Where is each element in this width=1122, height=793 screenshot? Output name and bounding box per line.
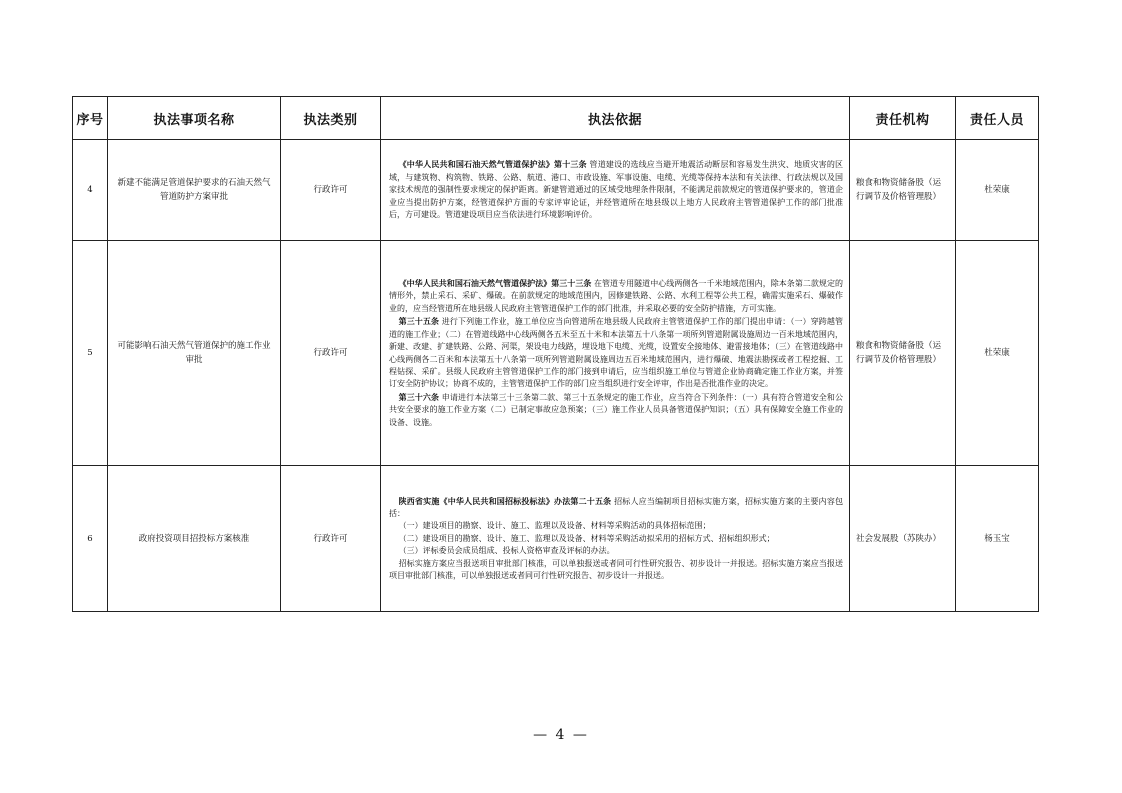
basis-paragraph xyxy=(389,277,843,315)
row-item-name: 新建不能满足管道保护要求的石油天然气管道防护方案审批 xyxy=(108,140,281,241)
row-basis xyxy=(381,241,850,466)
basis-paragraph xyxy=(389,533,843,545)
law-article-text: 在管道专用隧道中心线两侧各一千米地域范围内，除本条第二款规定的情形外，禁止采石、采矿、爆破。在前款规定的地域范围内，因修建铁路、公路、水利工程等公共工程，确需实施采石、爆破作业的，应当经管道所在地县级人民政府主管管道保护工作的部门批准，并采取必要的安全防护措施，方可实施。 xyxy=(389,279,843,313)
row-org: 粮食和物资储备股（运行调节及价格管理股） xyxy=(850,140,956,241)
basis-paragraph xyxy=(389,495,843,521)
page-number: — 4 — xyxy=(533,727,589,743)
header-category: 执法类别 xyxy=(281,97,381,140)
enforcement-table xyxy=(72,96,1039,612)
row-category: 行政许可 xyxy=(281,241,381,466)
law-article-text: 申请进行本法第三十三条第二款、第三十五条规定的施工作业，应当符合下列条件：（一）具有符合管道安全和公共安全要求的施工作业方案（二）已制定事故应急预案；（三）施工作业人员具备管道保护知识；（五）具有保障安全施工作业的设备、设施。 xyxy=(389,392,844,427)
row-person: 杨玉宝 xyxy=(956,466,1039,612)
law-article-title: 陕西省实施《中华人民共和国招标投标法》办法第二十五条 xyxy=(398,495,612,506)
row-item-name: 可能影响石油天然气管道保护的施工作业审批 xyxy=(108,241,281,466)
basis-paragraph xyxy=(389,315,843,390)
law-article-text: 进行下列施工作业，施工单位应当向管道所在地县级人民政府主管管道保护工作的部门提出申请：（一）穿跨越管道的施工作业；（二）在管道线路中心线两侧各五米至五十米和本法第五十八条第一项所列管道附属设施周边一百米地域范围内，新建、改建、扩建铁路、公路、河渠，架设电力线路，埋设地下电缆、光缆，设置安全接地体、避雷接地体；（三）在管道线路中心线两侧各二百米和本法第五十八条第一项所列管道附属设施周边五百米地域范围内，进行爆破、地震法勘探或者工程挖掘、工程钻探、采矿。县级人民政府主管管道保护工作的部门接到申请后，应当组织施工单位与管道企业协商确定施工作业方案，并签订安全防护协议；协商不成的，主管管道保护工作的部门应当组织进行安全评审，作出是否批准作业的决定。 xyxy=(389,317,844,389)
law-article-text: （一）建设项目的勘察、设计、施工、监理以及设备、材料等采购活动的具体招标范围； xyxy=(398,521,711,531)
row-seq: 5 xyxy=(73,241,108,466)
table-row xyxy=(73,466,1039,612)
header-item-name: 执法事项名称 xyxy=(108,97,281,140)
row-person: 杜荣康 xyxy=(956,241,1039,466)
table-header-row xyxy=(73,97,1039,140)
law-article-title: 第三十五条 xyxy=(398,316,440,327)
law-article-text: 管道建设的选线应当避开地震活动断层和容易发生洪灾、地质灾害的区域，与建筑物、构筑物、铁路、公路、航道、港口、市政设施、军事设施、电缆、光缆等保持本法和有关法律、行政法规以及国家技术规范的强制性要求规定的保护距离。新建管道通过的区域受地理条件限制，不能满足前款规定的管道保护要求的，管道企业应当提出防护方案，经管道保护方面的专家评审论证，并经管道所在地县级以上地方人民政府主管管道保护工作的部门批准后，方可建设。管道建设项目应当依法进行环境影响评价。 xyxy=(389,160,844,220)
basis-paragraph xyxy=(389,558,843,583)
header-basis: 执法依据 xyxy=(381,97,850,140)
law-article-text: 招标人应当编制项目招标实施方案，招标实施方案的主要内容包括： xyxy=(389,496,844,518)
header-seq: 序号 xyxy=(73,97,108,140)
row-category: 行政许可 xyxy=(281,466,381,612)
law-article-text: （三）评标委员会成员组成、投标人资格审查及评标的办法。 xyxy=(398,546,615,556)
row-item-name: 政府投资项目招投标方案核准 xyxy=(108,466,281,612)
header-person: 责任人员 xyxy=(956,97,1039,140)
row-seq: 6 xyxy=(73,466,108,612)
table-row xyxy=(73,140,1039,241)
law-article-text: （二）建设项目的勘察、设计、施工、监理以及设备、材料等采购活动拟采用的招标方式、招标组织形式； xyxy=(398,533,775,543)
basis-paragraph xyxy=(389,520,843,532)
row-org: 社会发展股（苏陕办） xyxy=(850,466,956,612)
row-basis xyxy=(381,466,850,612)
row-org: 粮食和物资储备股（运行调节及价格管理股） xyxy=(850,241,956,466)
basis-paragraph xyxy=(389,158,843,221)
law-article-title: 《中华人民共和国石油天然气管道保护法》第三十三条 xyxy=(398,278,592,289)
law-article-text: 招标实施方案应当报送项目审批部门核准，可以单独报送或者同可行性研究报告、初步设计一并报送。招标实施方案应当报送项目审批部门核准，可以单独报送或者同可行性研究报告、初步设计一并报送。 xyxy=(389,558,843,581)
row-category: 行政许可 xyxy=(281,140,381,241)
header-org: 责任机构 xyxy=(850,97,956,140)
basis-paragraph xyxy=(389,391,843,429)
row-seq: 4 xyxy=(73,140,108,241)
law-article-title: 第三十六条 xyxy=(398,391,440,402)
table-row xyxy=(73,241,1039,466)
law-article-title: 《中华人民共和国石油天然气管道保护法》第十三条 xyxy=(398,159,587,170)
basis-paragraph xyxy=(389,545,843,557)
row-person: 杜荣康 xyxy=(956,140,1039,241)
row-basis xyxy=(381,140,850,241)
